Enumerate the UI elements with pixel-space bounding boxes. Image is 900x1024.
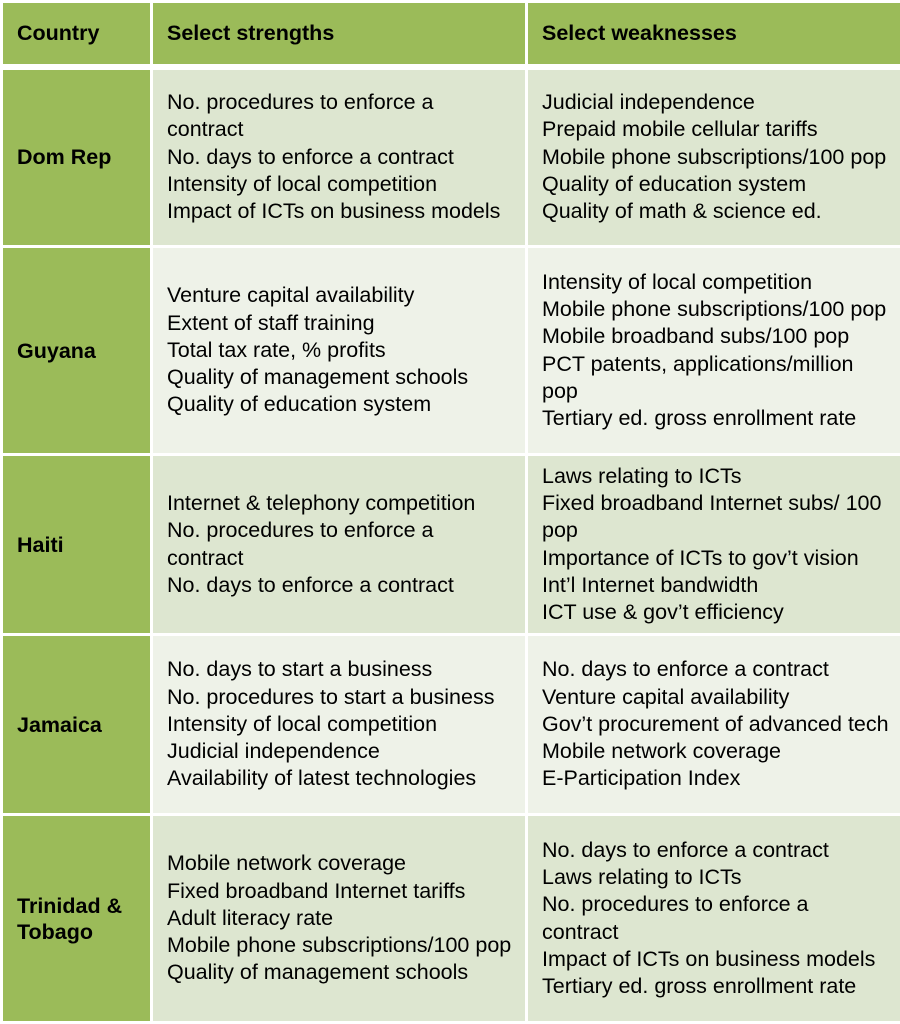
weakness-item: Laws relating to ICTs <box>542 463 890 490</box>
weakness-item: No. days to enforce a contract <box>542 656 890 683</box>
weakness-item: Fixed broadband Internet subs/ 100 pop <box>542 490 890 544</box>
weakness-item: Mobile phone subscriptions/100 pop <box>542 296 890 323</box>
weakness-item: Intensity of local competition <box>542 269 890 296</box>
strength-item: Total tax rate, % profits <box>167 337 515 364</box>
strengths-cell <box>152 455 527 635</box>
strength-item: Mobile phone subscriptions/100 pop <box>167 932 515 959</box>
weakness-item: Quality of education system <box>542 171 890 198</box>
weakness-item: No. days to enforce a contract <box>542 837 890 864</box>
table-row-haiti <box>2 455 900 635</box>
strength-item: Adult literacy rate <box>167 905 515 932</box>
weaknesses-cell <box>527 635 900 815</box>
country-cell: Haiti <box>2 455 152 635</box>
strength-item: Extent of staff training <box>167 310 515 337</box>
weakness-item: Mobile broadband subs/100 pop <box>542 323 890 350</box>
strengths-cell <box>152 635 527 815</box>
strength-item: Intensity of local competition <box>167 711 515 738</box>
strengths-cell <box>152 815 527 1023</box>
table-row-jamaica <box>2 635 900 815</box>
table-row-trinidad-tobago <box>2 815 900 1023</box>
weaknesses-cell <box>527 247 900 455</box>
weakness-item: Impact of ICTs on business models <box>542 946 890 973</box>
header-strengths: Select strengths <box>152 2 527 67</box>
strengths-cell <box>152 247 527 455</box>
strengths-cell <box>152 67 527 247</box>
weakness-item: Laws relating to ICTs <box>542 864 890 891</box>
weaknesses-cell <box>527 455 900 635</box>
strength-item: Availability of latest technologies <box>167 765 515 792</box>
weakness-item: Int’l Internet bandwidth <box>542 572 890 599</box>
weakness-item: Judicial independence <box>542 89 890 116</box>
strength-item: Fixed broadband Internet tariffs <box>167 878 515 905</box>
weakness-item: Mobile phone subscriptions/100 pop <box>542 144 890 171</box>
country-cell: Trinidad & Tobago <box>2 815 152 1023</box>
country-cell: Jamaica <box>2 635 152 815</box>
weakness-item: Tertiary ed. gross enrollment rate <box>542 973 890 1000</box>
strength-item: Mobile network coverage <box>167 850 515 877</box>
weaknesses-cell <box>527 815 900 1023</box>
strength-item: Impact of ICTs on business models <box>167 198 515 225</box>
country-cell: Guyana <box>2 247 152 455</box>
weakness-item: ICT use & gov’t efficiency <box>542 599 890 626</box>
strength-item: No. procedures to enforce a contract <box>167 89 515 143</box>
strength-item: Quality of management schools <box>167 364 515 391</box>
strength-item: No. days to start a business <box>167 656 515 683</box>
strength-item: No. procedures to start a business <box>167 684 515 711</box>
weaknesses-cell <box>527 67 900 247</box>
weakness-item: Mobile network coverage <box>542 738 890 765</box>
strength-item: Judicial independence <box>167 738 515 765</box>
strength-item: Quality of management schools <box>167 959 515 986</box>
strength-item: No. days to enforce a contract <box>167 144 515 171</box>
header-weaknesses: Select weaknesses <box>527 2 900 67</box>
weakness-item: Importance of ICTs to gov’t vision <box>542 545 890 572</box>
strength-item: No. days to enforce a contract <box>167 572 515 599</box>
header-row <box>2 2 900 67</box>
strength-item: Quality of education system <box>167 391 515 418</box>
strength-item: No. procedures to enforce a contract <box>167 517 515 571</box>
table-row-dom-rep <box>2 67 900 247</box>
strength-item: Intensity of local competition <box>167 171 515 198</box>
weakness-item: PCT patents, applications/million pop <box>542 351 890 405</box>
country-cell: Dom Rep <box>2 67 152 247</box>
weakness-item: No. procedures to enforce a contract <box>542 891 890 945</box>
weakness-item: Venture capital availability <box>542 684 890 711</box>
strength-item: Venture capital availability <box>167 282 515 309</box>
weakness-item: Gov’t procurement of advanced tech <box>542 711 890 738</box>
weakness-item: Tertiary ed. gross enrollment rate <box>542 405 890 432</box>
weakness-item: E-Participation Index <box>542 765 890 792</box>
weakness-item: Quality of math & science ed. <box>542 198 890 225</box>
strength-item: Internet & telephony competition <box>167 490 515 517</box>
header-country: Country <box>2 2 152 67</box>
table-row-guyana <box>2 247 900 455</box>
weakness-item: Prepaid mobile cellular tariffs <box>542 116 890 143</box>
